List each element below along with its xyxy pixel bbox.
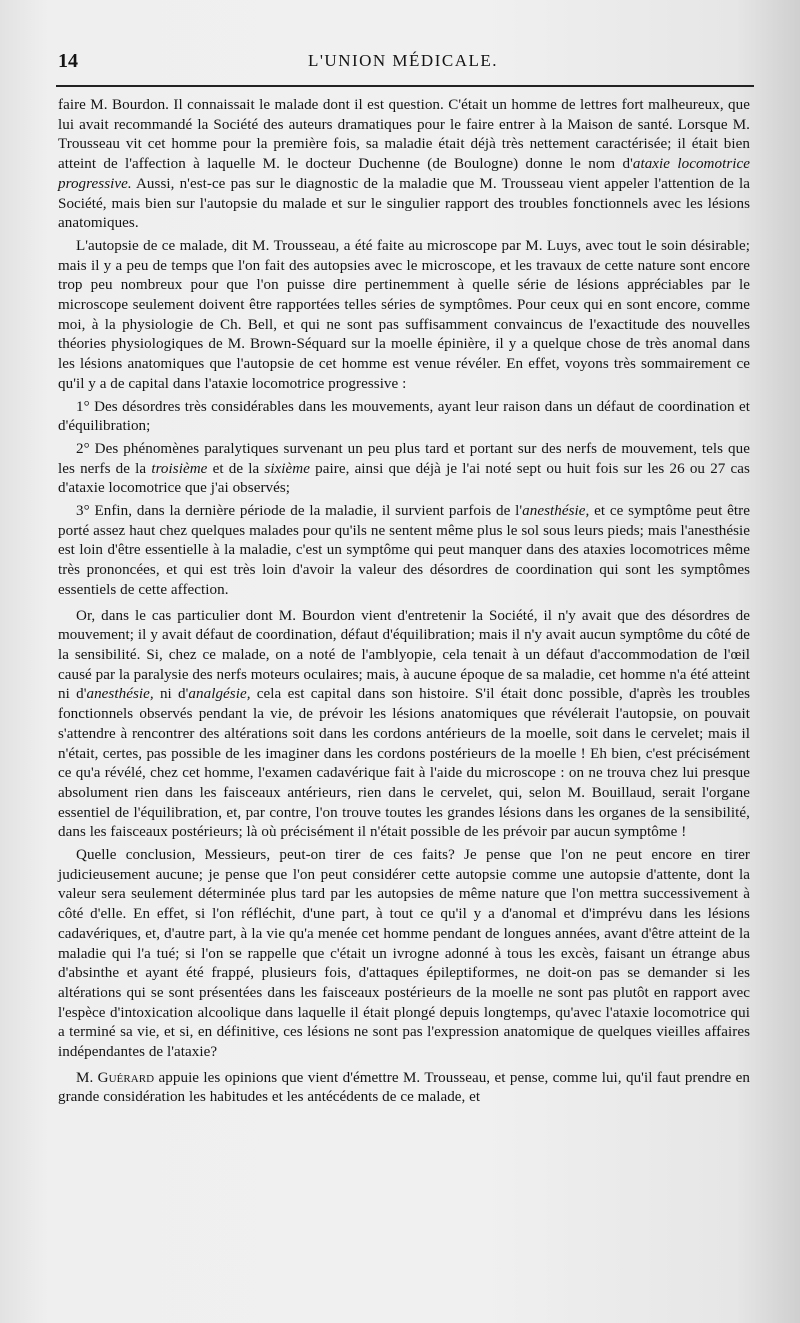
paragraph-3: 1° Des désordres très considérables dans les mouvements, ayant leur raison dans un défaut de coordination et d'équilibration; <box>58 398 750 435</box>
speaker-name: Guérard <box>97 1069 155 1086</box>
page-number: 14 <box>58 50 78 72</box>
text-run: appuie les opinions que vient d'émettre M. Trousseau, et pense, comme lui, qu'il faut prendre en grande considération les habitudes et les antécédents de ce malade, et <box>58 1069 750 1106</box>
text-run: et de la <box>207 460 265 477</box>
paragraph-6 <box>58 607 750 843</box>
body-text <box>58 96 750 1111</box>
text-run: 2° Des phénomènes paralytiques survenant un peu plus tard et portant sur des nerfs de mouvement, tels que les nerfs de la <box>58 440 750 477</box>
italic-term: anesthésie, <box>86 686 154 703</box>
italic-term: analgésie, <box>188 686 251 703</box>
paragraph-8 <box>58 1069 750 1108</box>
text-run: Aussi, n'est-ce pas sur le diagnostic de la maladie que M. Trousseau vient appeler l'attention de la Société, mais bien sur l'autopsie du malade et sur le singulier rapport des troubles fonctionnels avec les lésions anatomiques. <box>58 175 750 232</box>
paragraph-5 <box>58 502 750 601</box>
header-rule <box>56 85 754 87</box>
paragraph-2: L'autopsie de ce malade, dit M. Trousseau, a été faite au microscope par M. Luys, avec tout le soin désirable; mais il y a peu de temps que l'on fait des autopsies avec le microscope, et les travaux de cette nature sont encore trop peu nombreux pour que l'on puisse dire pertinemment à quelle série de lésions appréciables par le microscope seulement doivent être rapportées telles séries de symptômes. Pour ceux qui en sont encore, comme moi, à la physiologie de Ch. Bell, et qui ne sont pas suffisamment convaincus de l'exactitude des nouvelles théories physiologiques de M. Brown-Séquard sur la moelle épinière, il y a quelque chose de très anomal dans les lésions anatomiques que l'autopsie de cet homme est venue révéler. En effet, voyons très sommairement ce qu'il y a de capital dans l'ataxie locomotrice progressive : <box>58 237 750 392</box>
paragraph-4 <box>58 440 750 499</box>
text-run: Or, dans le cas particulier dont M. Bourdon vient d'entretenir la Société, il n'y avait que des désordres de mouvement; il y avait défaut de coordination, défaut d'équilibration; mais il n'y avait aucun symptôme du côté de la sensibilité. Si, chez ce malade, on a noté de l'amblyopie, cela tenait à un défaut d'accommodation de l'œil causé par la paralysie des nerfs moteurs oculaires; mais, à aucune époque de sa maladie, cet homme n'a été atteint ni d' <box>58 607 750 703</box>
text-run: 3° Enfin, dans la dernière période de la maladie, il survient parfois de l' <box>76 503 523 520</box>
italic-term: sixième <box>264 460 310 477</box>
italic-term: troisième <box>151 460 208 477</box>
running-title: L'UNION MÉDICALE. <box>307 51 499 70</box>
text-run: et ce symptôme peut être porté assez haut chez quelques malades pour qu'ils ne sentent même plus le sol sous leurs pieds; mais l'anesthésie est loin d'être essentielle à la maladie, c'est un symptôme qui peut manquer dans des ataxies locomotrices même très prononcées, et qui est très loin d'avoir la valeur des désordres de coordination qui sont les symptômes essentiels de cette affection. <box>58 503 750 598</box>
italic-term: ataxie locomotrice progressive. <box>58 156 750 192</box>
paragraph-1 <box>58 96 750 234</box>
text-run: paire, ainsi que déjà je l'ai noté sept ou huit fois sur les 26 ou 27 cas d'ataxie locomotrice que j'ai observés; <box>58 460 750 497</box>
text-run: faire M. Bourdon. Il connaissait le malade dont il est question. C'était un homme de lettres fort malheureux, que lui avait recommandé la Société des auteurs dramatiques pour le faire entrer à la Maison de santé. Lorsque M. Trousseau vit cet homme pour la première fois, sa maladie était déjà très nettement caractérisée; il était bien atteint de l'affection à laquelle M. le docteur Duchenne (de Boulogne) donne le nom d' <box>58 97 750 173</box>
italic-term: anesthésie, <box>522 503 590 520</box>
text-run: ni d' <box>153 686 189 703</box>
text-run: cela est capital dans son histoire. S'il était donc possible, d'après les troubles fonctionnels observés pendant la vie, de prévoir les lésions anatomiques que révélerait l'autopsie, on pouvait s'attendre à rencontrer des altérations soit dans les cordons antérieurs de la moelle, soit dans le cervelet; mais il n'était, certes, pas possible de les imaginer dans les cordons postérieurs de la moelle ! Eh bien, c'est précisément ce qu'a révélé, chez cet homme, l'examen cadavérique fait à l'aide du microscope : on ne trouva chez lui presque absolument rien dans les faisceaux antérieurs, rien dans le cervelet, qui, selon M. Bouillaud, serait l'organe essentiel de l'équilibration, et, par contre, l'on trouve toutes les grandes lésions dans les organes de la sensibilité, dans les faisceaux postérieurs; là où précisément il n'était possible de les prévoir par aucun symptôme ! <box>58 686 751 841</box>
text-run: M. <box>76 1069 98 1086</box>
paragraph-7: Quelle conclusion, Messieurs, peut-on tirer de ces faits? Je pense que l'on ne peut encore en tirer judicieusement aucune; je pense que l'on peut considérer cette autopsie comme une autopsie d'attente, dont la valeur sera seulement déterminée plus tard par les autopsies de même nature que l'on mettra successivement à côté d'elle. En effet, si l'on réfléchit, d'une part, à tout ce qu'il y a d'anomal et d'imprévu dans les lésions cadavériques, et, d'autre part, à la vie qu'a menée cet homme pendant de longues années, avant d'être atteint de la maladie qui l'a tué; si l'on se rappelle que c'était un ivrogne adonné à tous les excès, faisant un étrange abus d'absinthe et ayant été frappé, plusieurs fois, d'attaques épileptiformes, ne doit-on pas se demander si les altérations qui se sont présentées dans les faisceaux postérieurs de la moelle ne sont pas plutôt en rapport avec l'espèce d'intoxication alcoolique dans laquelle il était plongé depuis longtemps, qu'avec l'ataxie locomotrice qui a terminé sa vie, et si, en définitive, ces lésions ne sont pas l'expression anatomique de quelques vieilles affaires indépendantes de l'ataxie? <box>58 847 750 1061</box>
page-header <box>58 50 748 76</box>
